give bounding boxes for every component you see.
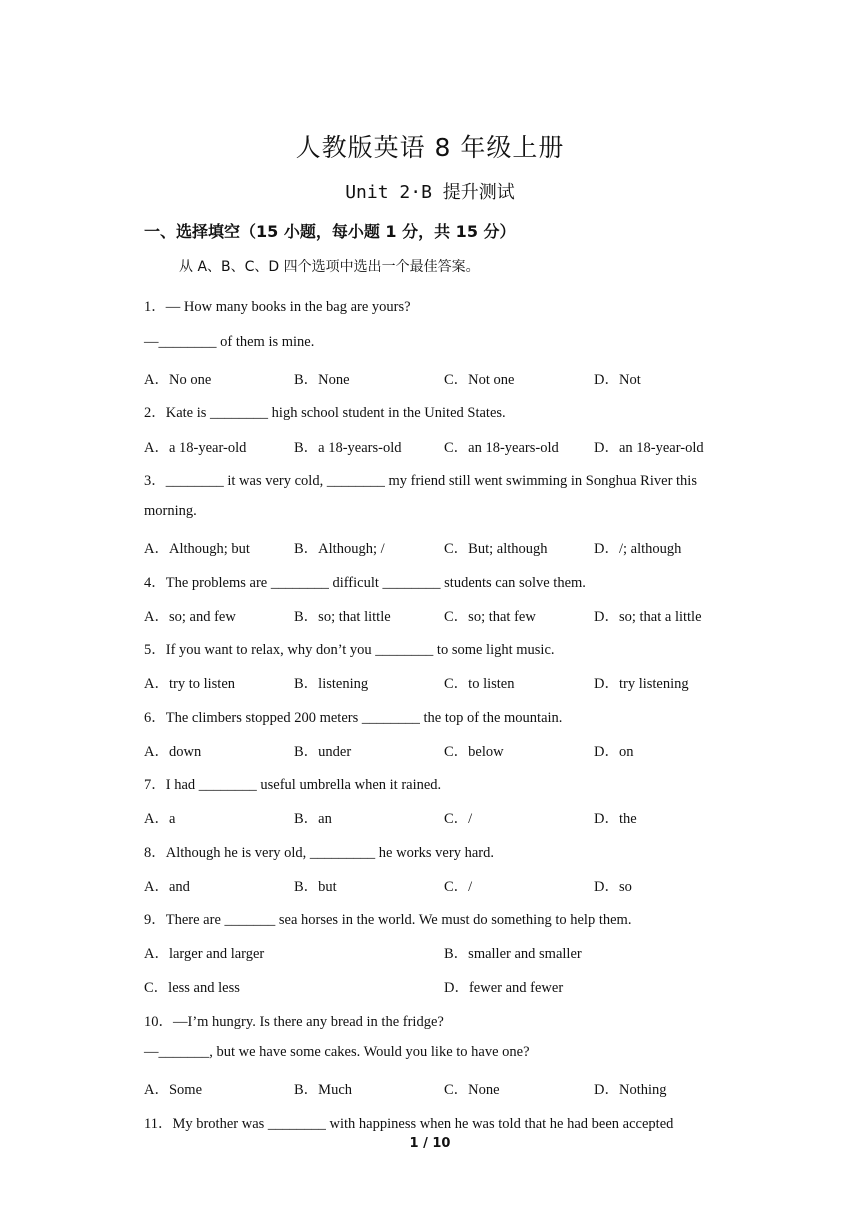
question-5-option-d: D．try listening bbox=[594, 676, 689, 692]
section-instruction: 从 A、B、C、D 四个选项中选出一个最佳答案。 bbox=[179, 259, 480, 275]
question-4-option-b: B．so; that little bbox=[294, 609, 391, 625]
question-9-option-d: D．fewer and fewer bbox=[444, 980, 564, 996]
question-4-option-a: A．so; and few bbox=[144, 609, 236, 625]
question-6-stem: 6．The climbers stopped 200 meters ________ the top of the mountain. bbox=[144, 710, 563, 726]
question-3-option-b: B．Although; / bbox=[294, 541, 385, 557]
question-2-option-a: A．a 18-year-old bbox=[144, 440, 247, 456]
question-9-option-c: C．less and less bbox=[144, 980, 240, 996]
question-4-stem: 4．The problems are ________ difficult ________ students can solve them. bbox=[144, 575, 586, 591]
question-10-option-c: C．None bbox=[444, 1082, 500, 1098]
page-number: 1 / 10 bbox=[409, 1136, 451, 1151]
question-8-stem: 8．Although he is very old, _________ he works very hard. bbox=[144, 845, 494, 861]
question-5-stem: 5．If you want to relax, why don’t you ________ to some light music. bbox=[144, 642, 555, 658]
question-9-stem: 9．There are _______ sea horses in the world. We must do something to help them. bbox=[144, 912, 632, 928]
question-5-option-b: B．listening bbox=[294, 676, 369, 692]
question-6-option-c: C．below bbox=[444, 744, 504, 760]
question-1-option-a: A．No one bbox=[144, 372, 212, 388]
question-7-option-c: C．/ bbox=[444, 811, 473, 827]
question-10-option-d: D．Nothing bbox=[594, 1082, 667, 1098]
question-3-stem: 3．________ it was very cold, ________ my friend still went swimming in Songhua River this bbox=[144, 473, 697, 489]
page-title: 人教版英语 8 年级上册 bbox=[295, 133, 565, 162]
question-10-stem-2: —_______, but we have some cakes. Would you like to have one? bbox=[144, 1044, 530, 1060]
question-3-option-d: D．/; although bbox=[594, 541, 682, 557]
page-subtitle: Unit 2·B 提升测试 bbox=[345, 182, 515, 203]
question-5-option-a: A．try to listen bbox=[144, 676, 236, 692]
question-7-stem: 7．I had ________ useful umbrella when it rained. bbox=[144, 777, 442, 793]
question-4-option-c: C．so; that few bbox=[444, 609, 536, 625]
question-3-option-a: A．Although; but bbox=[144, 541, 250, 557]
question-7-option-b: B．an bbox=[294, 811, 332, 827]
question-1-stem: 1．— How many books in the bag are yours? bbox=[144, 299, 411, 315]
question-10-option-a: A．Some bbox=[144, 1082, 202, 1098]
question-10-option-b: B．Much bbox=[294, 1082, 352, 1098]
question-6-option-a: A．down bbox=[144, 744, 202, 760]
question-4-option-d: D．so; that a little bbox=[594, 609, 702, 625]
question-9-option-b: B．smaller and smaller bbox=[444, 946, 582, 962]
section-heading: 一、选择填空（15 小题，每小题 1 分，共 15 分） bbox=[144, 222, 516, 241]
question-3-option-c: C．But; although bbox=[444, 541, 548, 557]
question-7-option-a: A．a bbox=[144, 811, 176, 827]
question-2-option-d: D．an 18-year-old bbox=[594, 440, 704, 456]
question-2-option-c: C．an 18-years-old bbox=[444, 440, 559, 456]
question-2-stem: 2．Kate is ________ high school student in the United States. bbox=[144, 405, 506, 421]
question-10-stem: 10．—I’m hungry. Is there any bread in the fridge? bbox=[144, 1014, 444, 1030]
question-6-option-d: D．on bbox=[594, 744, 634, 760]
question-8-option-a: A．and bbox=[144, 879, 190, 895]
question-1-option-d: D．Not bbox=[594, 372, 641, 388]
question-8-option-c: C．/ bbox=[444, 879, 473, 895]
question-8-option-b: B．but bbox=[294, 879, 337, 895]
question-11-stem: 11．My brother was ________ with happiness when he was told that he had been accepted bbox=[144, 1116, 674, 1132]
question-7-option-d: D．the bbox=[594, 811, 637, 827]
question-2-option-b: B．a 18-years-old bbox=[294, 440, 402, 456]
question-3-stem-2: morning. bbox=[144, 503, 197, 519]
question-6-option-b: B．under bbox=[294, 744, 352, 760]
question-1-option-c: C．Not one bbox=[444, 372, 515, 388]
question-1-stem-2: —________ of them is mine. bbox=[144, 334, 315, 350]
question-1-option-b: B．None bbox=[294, 372, 350, 388]
question-9-option-a: A．larger and larger bbox=[144, 946, 265, 962]
question-8-option-d: D．so bbox=[594, 879, 632, 895]
question-5-option-c: C．to listen bbox=[444, 676, 515, 692]
